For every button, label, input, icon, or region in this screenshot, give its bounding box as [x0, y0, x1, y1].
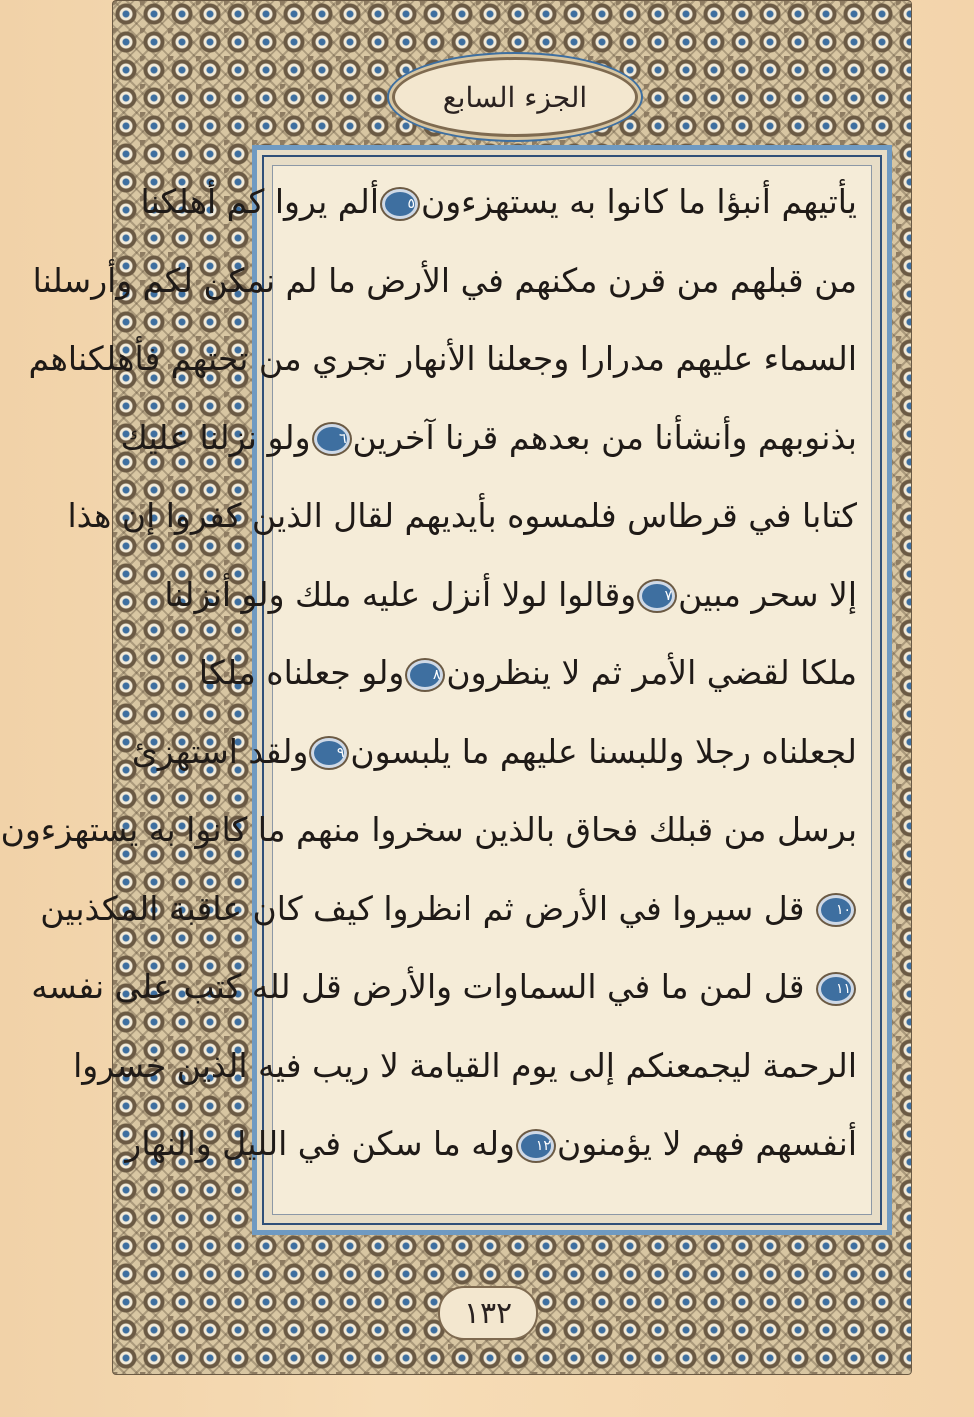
verse-text-continued: ولقد استهزئ	[131, 731, 309, 771]
verse-text-continued: ولو نزلنا عليك	[120, 417, 311, 457]
verse-text: يأتيهم أنبؤا ما كانوا به يستهزءون	[421, 182, 857, 221]
ayah-end-marker: ٧	[642, 584, 672, 608]
ayah-end-marker: ١٢	[521, 1134, 551, 1158]
verse-text: إلا سحر مبين	[678, 574, 857, 614]
quran-text-panel	[0, 165, 872, 1215]
verse-text: من قبلهم من قرن مكنهم في الأرض ما لم نمكن لكم وأرسلنا	[32, 260, 857, 300]
juz-title: الجزء السابع	[442, 80, 588, 114]
verse-text: قل لمن ما في السماوات والأرض قل لله كتب على نفسه	[31, 967, 805, 1006]
verse-text: برسل من قبلك فحاق بالذين سخروا منهم ما كانوا به يستهزءون	[0, 810, 857, 849]
verse-text: الرحمة ليجمعنكم إلى يوم القيامة لا ريب فيه الذين خسروا	[73, 1045, 857, 1085]
ayah-end-marker: ٦	[317, 427, 347, 451]
verse-line	[125, 1118, 857, 1170]
verse-text-continued: ولو جعلناه ملكا	[198, 653, 405, 692]
verse-line	[31, 961, 857, 1013]
ayah-end-marker: ١١	[821, 977, 851, 1001]
page-number: ١٣٢	[463, 1295, 513, 1331]
verse-line	[28, 333, 857, 385]
ayah-end-marker: ٨	[410, 663, 440, 687]
verse-line	[198, 647, 857, 699]
verse-text: كتابا في قرطاس فلمسوه بأيديهم لقال الذين كفروا إن هذا	[67, 496, 857, 535]
verse-line	[40, 883, 857, 935]
verse-text: ملكا لقضي الأمر ثم لا ينظرون	[446, 653, 857, 692]
ayah-end-marker: ١٠	[821, 898, 851, 922]
verse-text: لجعلناه رجلا وللبسنا عليهم ما يلبسون	[350, 731, 857, 771]
verse-line	[67, 490, 857, 542]
verse-line	[120, 412, 857, 464]
verse-line	[131, 726, 857, 778]
juz-header-cartouche	[395, 60, 635, 134]
verse-text-continued: وقالوا لولا أنزل عليه ملك ولو أنزلنا	[164, 574, 637, 614]
verse-line	[164, 569, 857, 621]
ayah-end-marker: ٥	[385, 192, 415, 216]
ayah-end-marker: ٩	[314, 741, 344, 765]
verse-text: بذنوبهم وأنشأنا من بعدهم قرنا آخرين	[352, 417, 857, 457]
verse-line	[140, 176, 857, 228]
verse-line	[0, 804, 857, 856]
verse-text-continued: ألم يروا كم أهلكنا	[140, 182, 379, 221]
verse-text: قل سيروا في الأرض ثم انظروا كيف كان عاقبة المكذبين	[40, 888, 805, 928]
page-number-cartouche	[440, 1288, 536, 1338]
verse-text: السماء عليهم مدرارا وجعلنا الأنهار تجري من تحتهم فأهلكناهم	[28, 339, 857, 378]
verse-text: أنفسهم فهم لا يؤمنون	[556, 1124, 857, 1163]
verse-line	[73, 1040, 857, 1092]
verse-text-continued: وله ما سكن في الليل والنهار	[125, 1124, 515, 1163]
verse-line	[32, 255, 857, 307]
